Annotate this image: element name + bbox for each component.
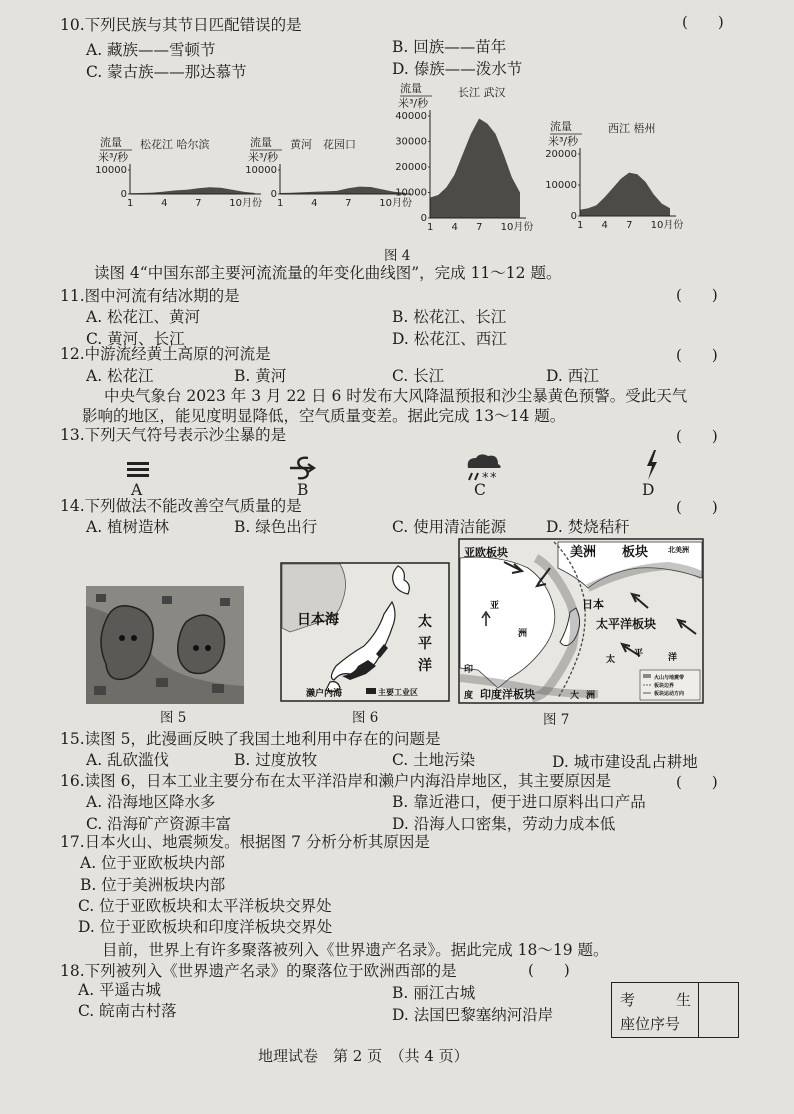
fig7-asia-label-2: 洲 [518,629,528,639]
q17-stem: 17.日本火山、地震频发。根据图 7 分析分析其原因是 [60,833,430,851]
fig7-legend-boundary: 板块边界 [654,683,675,689]
fig4-chart-4-x-tick-2: 7 [626,220,633,231]
lightning-icon [642,448,662,484]
fig4-chart-1-x-tick-3: 10月份 [229,198,263,209]
q13-answer-paren: ( ) [676,427,718,445]
fig4-chart-4-y-tick-2: 0 [570,211,577,222]
q10-option-b: B. 回族——苗年 [392,38,507,56]
fig4-chart-3-y-tick-1: 30000 [395,136,427,148]
fig4-chart-2-y-tick-1: 0 [270,189,277,200]
q11-stem: 11.图中河流有结冰期的是 [60,287,240,305]
q14-option-b: B. 绿色出行 [234,518,318,536]
fig7-plate-label: 板块 [622,545,649,560]
fig6-legend-industry: 主要工业区 [378,688,418,697]
page-footer: 地理试卷 第 2 页 （共 4 页） [258,1047,469,1065]
q18-option-d: D. 法国巴黎塞纳河沿岸 [392,1006,554,1024]
q10-option-c: C. 蒙古族——那达慕节 [86,63,247,81]
q16-stem: 16.读图 6，日本工业主要分布在太平洋沿岸和濑户内海沿岸地区，其主要原因是 [60,772,611,790]
seat-label-line-1a: 考 [620,991,636,1009]
fig4-chart-2-x-tick-3: 10月份 [379,198,413,209]
fig7-eurasia-label: 亚欧板块 [464,546,508,559]
fig7-legend-motion: 板块运动方向 [654,691,685,697]
fig7-america-label: 美洲 [570,545,597,560]
fig7-oceania-label-1: 大 [570,691,580,701]
fig6-ocean-char-1: 太 [418,614,432,630]
q14-answer-paren: ( ) [676,498,718,516]
fig4-chart-3-x-tick-3: 10月份 [500,222,534,233]
intro-13-14-line-2: 影响的地区，能见度明显降低，空气质量变差。据此完成 13～14 题。 [82,407,566,425]
fig7-ocean-label-2: 平 [634,649,644,659]
fig6-sea-label: 日本海 [297,612,339,628]
fig4-chart-3-y-tick-4: 0 [420,213,427,224]
fig7-ocean-label-1: 太 [606,655,616,665]
figure-6-japan-industry-map [280,562,450,702]
fig7-india-label-2: 度 [464,691,474,701]
fig4-chart-3-x-tick-0: 1 [427,222,434,233]
fig4-chart-2-area [280,187,405,194]
q17-option-a: A. 位于亚欧板块内部 [80,854,226,872]
fig7-ocean-label-3: 洋 [668,653,678,663]
figure-7-plate-boundary-map [458,538,704,704]
fig4-chart-3-y-tick-2: 20000 [395,162,427,173]
fig7-japan-label: 日本 [582,598,604,611]
q15-option-a: A. 乱砍滥伐 [86,751,170,769]
intro-11-12: 读图 4“中国东部主要河流流量的年变化曲线图”，完成 11～12 题。 [94,264,562,282]
q12-option-d: D. 西江 [546,367,599,385]
fig4-chart-2-y-tick-0: 10000 [245,165,277,176]
fig4-chart-3-title: 长江 武汉 [458,86,506,99]
q14-option-a: A. 植树造林 [86,518,170,536]
fig4-chart-1-area [130,187,255,194]
fig4-chart-3-unit-top: 流量 [400,82,422,95]
q12-option-c: C. 长江 [392,367,445,385]
fig4-chart-3-y-tick-0: 40000 [395,111,427,122]
fig4-chart-1-y-tick-0: 10000 [95,165,127,176]
fig4-chart-2-title: 黄河 花园口 [290,138,356,151]
q15-option-c: C. 土地污染 [392,751,476,769]
q10-option-a: A. 藏族——雪顿节 [86,41,216,59]
q16-option-c: C. 沿海矿产资源丰富 [86,815,232,833]
q12-stem: 12.中游流经黄土高原的河流是 [60,345,271,363]
seat-number-box [611,982,739,1038]
fig7-india-label-1: 印 [464,665,474,675]
fig4-chart-2-unit-bottom: 米³/秒 [248,151,279,164]
fig4-chart-3-x-tick-2: 7 [476,222,483,233]
q17-option-d: D. 位于亚欧板块和印度洋板块交界处 [78,918,333,936]
figure-5-caption: 图 5 [160,710,187,726]
q11-option-c: C. 黄河、长江 [86,330,185,348]
q16-option-d: D. 沿海人口密集，劳动力成本低 [392,815,616,833]
seat-label-line-1b: 生 [676,991,692,1009]
q14-option-d: D. 焚烧秸秆 [546,518,630,536]
fig7-north-america-label: 北美洲 [668,546,689,554]
fig7-indian-plate-label: 印度洋板块 [480,688,535,701]
q17-option-c: C. 位于亚欧板块和太平洋板块交界处 [78,897,332,915]
q17-option-b: B. 位于美洲板块内部 [80,876,226,894]
fig6-ocean-char-3: 洋 [418,658,432,674]
fig4-chart-4-x-tick-1: 4 [601,220,608,231]
q16-option-a: A. 沿海地区降水多 [86,793,216,811]
fig4-chart-4-title: 西江 梧州 [608,122,656,135]
fig4-chart-1-x-tick-2: 7 [195,198,202,209]
q14-stem: 14.下列做法不能改善空气质量的是 [60,497,302,515]
fig4-chart-1-unit-top: 流量 [100,136,122,149]
intro-13-14-line-1: 中央气象台 2023 年 3 月 22 日 6 时发布大风降温预报和沙尘暴黄色预警。受此天气 [104,387,688,405]
fig4-chart-1-x-tick-0: 1 [127,198,134,209]
intro-18-19: 目前，世界上有许多聚落被列入《世界遗产名录》。据此完成 18～19 题。 [102,941,609,959]
figure-4-river-flow-charts [90,80,690,255]
q14-option-c: C. 使用清洁能源 [392,518,507,536]
q18-option-c: C. 皖南古村落 [78,1002,177,1020]
q10-option-d: D. 傣族——泼水节 [392,60,523,78]
q11-option-d: D. 松花江、西江 [392,330,507,348]
fig4-chart-1-y-tick-1: 0 [120,189,127,200]
q11-option-a: A. 松花江、黄河 [86,308,201,326]
q15-option-b: B. 过度放牧 [234,751,318,769]
fig4-chart-3-y-tick-3: 10000 [395,187,427,199]
fig4-chart-2-x-tick-0: 1 [277,198,284,209]
fig4-chart-4-x-tick-3: 10月份 [650,220,684,231]
q15-option-d: D. 城市建设乱占耕地 [552,753,698,771]
fig4-chart-1-x-tick-1: 4 [161,198,168,209]
fig4-chart-4-unit-top: 流量 [550,120,572,133]
fig6-ocean-char-2: 平 [418,636,432,652]
fig4-chart-3-area [430,119,520,219]
q13-stem: 13.下列天气符号表示沙尘暴的是 [60,426,287,444]
q13-option-c-label: C [474,481,486,499]
fig4-chart-4-x-tick-0: 1 [577,220,584,231]
fig4-chart-3-x-tick-1: 4 [451,222,458,233]
fig4-chart-1-unit-bottom: 米³/秒 [98,151,129,164]
fig7-oceania-label-2: 洲 [586,691,596,701]
fig4-chart-4-unit-bottom: 米³/秒 [548,135,579,148]
q12-option-a: A. 松花江 [86,367,154,385]
q10-answer-paren: ( ) [682,13,724,31]
q18-answer-paren: ( ) [528,961,570,979]
fig4-chart-1-title: 松花江 哈尔滨 [140,138,210,151]
fig7-legend-volcano: 火山与地震带 [654,675,685,681]
figure-6-caption: 图 6 [352,710,379,726]
q18-stem: 18.下列被列入《世界遗产名录》的聚落位于欧洲西部的是 [60,962,457,980]
fig4-chart-4-y-tick-0: 20000 [545,149,577,160]
q11-option-b: B. 松花江、长江 [392,308,507,326]
q11-answer-paren: ( ) [676,286,718,304]
svg-text:*: * [482,471,489,486]
q16-option-b: B. 靠近港口，便于进口原料出口产品 [392,793,646,811]
seat-label-line-2: 座位序号 [620,1015,681,1033]
q16-answer-paren: ( ) [676,773,718,791]
fig4-chart-3-unit-bottom: 米³/秒 [398,97,429,110]
fig7-asia-label-1: 亚 [490,601,500,611]
q10-stem: 10.下列民族与其节日匹配错误的是 [60,16,302,34]
q18-option-a: A. 平遥古城 [78,981,162,999]
q13-option-d-label: D [642,481,655,499]
q13-option-a-label: A [131,481,143,499]
fig7-pacific-plate-label: 太平洋板块 [596,617,657,631]
q18-option-b: B. 丽江古城 [392,984,476,1002]
figure-4-caption: 图 4 [384,248,411,264]
fig4-chart-4-y-tick-1: 10000 [545,180,577,191]
q12-answer-paren: ( ) [676,346,718,364]
fig6-inland-sea-label: 濑户内海 [306,689,343,699]
q12-option-b: B. 黄河 [234,367,287,385]
svg-text:*: * [490,471,497,486]
figure-5-deforestation-cartoon [86,586,244,704]
fig4-chart-2-x-tick-1: 4 [311,198,318,209]
fig4-chart-2-unit-top: 流量 [250,136,272,149]
fig4-chart-2-x-tick-2: 7 [345,198,352,209]
q15-stem: 15.读图 5，此漫画反映了我国土地利用中存在的问题是 [60,730,441,748]
fig4-chart-4-area [580,173,670,216]
q13-option-b-label: B [297,481,309,499]
figure-7-caption: 图 7 [543,712,570,728]
